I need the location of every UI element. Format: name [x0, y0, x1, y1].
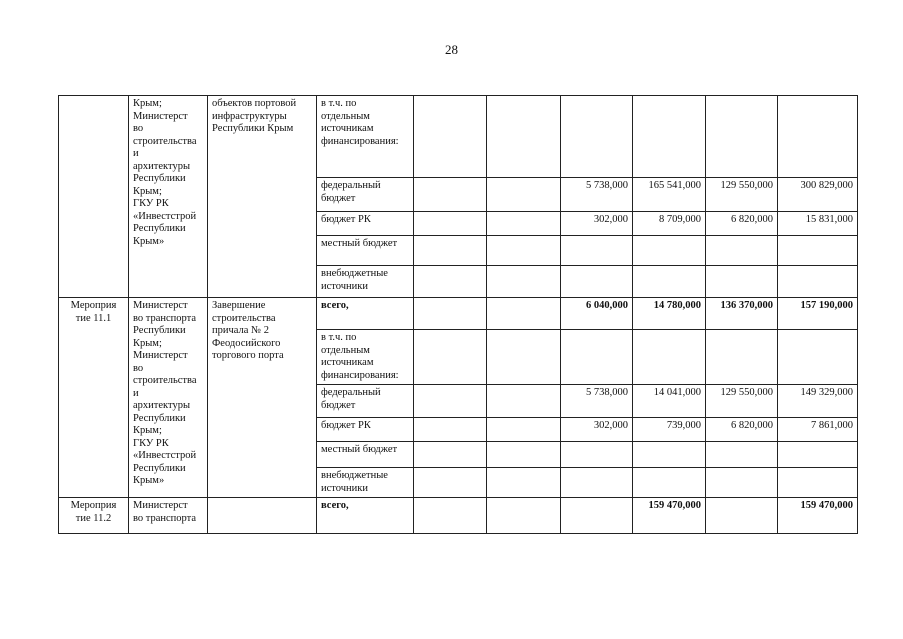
amount-cell-v6: 159 470,000: [778, 498, 858, 534]
amount-cell-v5: [706, 96, 778, 178]
table-row: [59, 298, 858, 330]
activity-cell: [208, 96, 317, 298]
amount-cell-v3: [561, 498, 633, 534]
amount-cell-v5: [706, 442, 778, 468]
amount-cell-v1: [414, 385, 487, 418]
funding-source-cell: [317, 442, 414, 468]
funding-source-label: внебюджетные источники: [321, 470, 388, 494]
funding-source-cell: [317, 468, 414, 498]
amount-cell-v3: [561, 468, 633, 498]
funding-source-cell: [317, 178, 414, 212]
amount-cell-v6: [778, 96, 858, 178]
amount-cell-v2: [487, 298, 561, 330]
event-cell: [59, 298, 129, 498]
funding-source-label: бюджет РК: [321, 214, 371, 225]
funding-source-label: федеральный бюджет: [321, 180, 381, 204]
amount-cell-v1: [414, 96, 487, 178]
amount-cell-v2: [487, 236, 561, 266]
amount-cell-v4: [633, 330, 706, 385]
amount-cell-v1: [414, 442, 487, 468]
funding-source-label: всего,: [321, 500, 349, 511]
amount-cell-v3: [561, 266, 633, 298]
amount-cell-v4: 14 041,000: [633, 385, 706, 418]
amount-cell-v6: [778, 442, 858, 468]
funding-source-cell: [317, 385, 414, 418]
funding-source-cell: [317, 298, 414, 330]
amount-cell-v4: 14 780,000: [633, 298, 706, 330]
table-body: [59, 96, 858, 534]
amount-cell-v5: [706, 236, 778, 266]
funding-source-cell: [317, 212, 414, 236]
event-cell-text: Мероприя тие 11.2: [70, 500, 117, 524]
amount-cell-v4: 165 541,000: [633, 178, 706, 212]
event-cell: [59, 96, 129, 298]
amount-cell-v1: [414, 266, 487, 298]
table-row: [59, 96, 858, 178]
budget-table: [58, 95, 858, 534]
funding-source-label: внебюджетные источники: [321, 268, 388, 292]
amount-cell-v6: [778, 330, 858, 385]
amount-cell-v6: 149 329,000: [778, 385, 858, 418]
amount-cell-v2: [487, 385, 561, 418]
amount-cell-v4: [633, 266, 706, 298]
activity-cell: [208, 498, 317, 534]
amount-cell-v4: [633, 468, 706, 498]
amount-cell-v5: 129 550,000: [706, 178, 778, 212]
amount-cell-v4: [633, 236, 706, 266]
amount-cell-v3: [561, 96, 633, 178]
amount-cell-v1: [414, 468, 487, 498]
amount-cell-v4: 159 470,000: [633, 498, 706, 534]
executor-cell-text: Крым; Министерст во строительства и архитектуры Республики Крым; ГКУ РК «Инвестстрой Республики Крым»: [133, 98, 197, 247]
amount-cell-v5: 129 550,000: [706, 385, 778, 418]
amount-cell-v3: 6 040,000: [561, 298, 633, 330]
executor-cell: [129, 96, 208, 298]
page-number: 28: [445, 42, 458, 57]
amount-cell-v4: [633, 442, 706, 468]
amount-cell-v1: [414, 212, 487, 236]
amount-cell-v4: 739,000: [633, 418, 706, 442]
activity-cell-text: Завершение строительства причала № 2 Феодосийского торгового порта: [212, 300, 284, 361]
amount-cell-v1: [414, 418, 487, 442]
amount-cell-v6: 300 829,000: [778, 178, 858, 212]
amount-cell-v3: [561, 236, 633, 266]
amount-cell-v2: [487, 96, 561, 178]
funding-source-label: в т.ч. по отдельным источникам финансирования:: [321, 332, 399, 381]
funding-source-label: местный бюджет: [321, 238, 398, 249]
amount-cell-v3: 5 738,000: [561, 178, 633, 212]
event-cell-text: Мероприя тие 11.1: [70, 300, 117, 324]
amount-cell-v6: 157 190,000: [778, 298, 858, 330]
executor-cell: [129, 298, 208, 498]
amount-cell-v5: [706, 468, 778, 498]
amount-cell-v6: [778, 236, 858, 266]
amount-cell-v2: [487, 418, 561, 442]
amount-cell-v1: [414, 498, 487, 534]
amount-cell-v1: [414, 236, 487, 266]
funding-source-cell: [317, 330, 414, 385]
amount-cell-v3: 302,000: [561, 212, 633, 236]
funding-source-label: бюджет РК: [321, 420, 371, 431]
amount-cell-v2: [487, 178, 561, 212]
amount-cell-v3: [561, 442, 633, 468]
funding-source-label: в т.ч. по отдельным источникам финансирования:: [321, 98, 399, 147]
amount-cell-v6: 7 861,000: [778, 418, 858, 442]
funding-source-label: всего,: [321, 300, 349, 311]
amount-cell-v5: 6 820,000: [706, 418, 778, 442]
funding-source-cell: [317, 236, 414, 266]
amount-cell-v6: [778, 468, 858, 498]
amount-cell-v5: [706, 266, 778, 298]
amount-cell-v1: [414, 330, 487, 385]
funding-source-label: федеральный бюджет: [321, 387, 381, 411]
executor-cell-text: Министерст во транспорта: [133, 500, 197, 524]
amount-cell-v2: [487, 330, 561, 385]
amount-cell-v2: [487, 498, 561, 534]
funding-source-cell: [317, 498, 414, 534]
activity-cell-text: объектов портовой инфраструктуры Республики Крым: [212, 98, 297, 134]
funding-source-cell: [317, 266, 414, 298]
amount-cell-v6: 15 831,000: [778, 212, 858, 236]
executor-cell: [129, 498, 208, 534]
activity-cell: [208, 298, 317, 498]
funding-source-label: местный бюджет: [321, 444, 398, 455]
table-row: [59, 498, 858, 534]
funding-source-cell: [317, 418, 414, 442]
amount-cell-v2: [487, 442, 561, 468]
amount-cell-v2: [487, 266, 561, 298]
amount-cell-v2: [487, 212, 561, 236]
amount-cell-v5: 136 370,000: [706, 298, 778, 330]
amount-cell-v4: [633, 96, 706, 178]
amount-cell-v1: [414, 178, 487, 212]
amount-cell-v5: [706, 330, 778, 385]
amount-cell-v5: [706, 498, 778, 534]
amount-cell-v5: 6 820,000: [706, 212, 778, 236]
amount-cell-v1: [414, 298, 487, 330]
amount-cell-v6: [778, 266, 858, 298]
amount-cell-v3: 5 738,000: [561, 385, 633, 418]
amount-cell-v4: 8 709,000: [633, 212, 706, 236]
amount-cell-v3: [561, 330, 633, 385]
event-cell: [59, 498, 129, 534]
executor-cell-text: Министерст во транспорта Республики Крым; Министерст во строительства и архитектуры Республики Крым; ГКУ РК «Инвестстрой Республики Крым»: [133, 300, 197, 486]
amount-cell-v2: [487, 468, 561, 498]
funding-source-cell: [317, 96, 414, 178]
amount-cell-v3: 302,000: [561, 418, 633, 442]
